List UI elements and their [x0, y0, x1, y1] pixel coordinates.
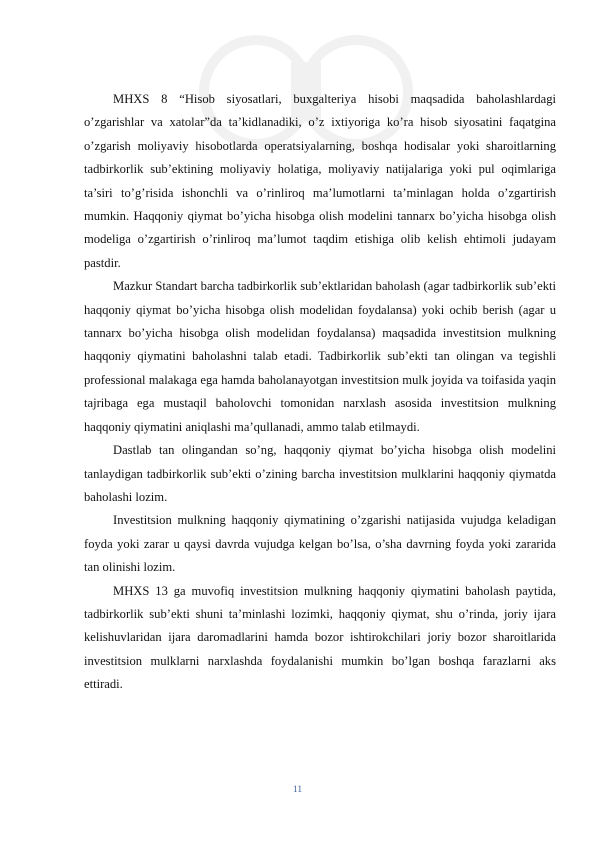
paragraph-mhxs13-fair-value: MHXS 13 ga muvofiq investitsion mulkning haqqoniy qiymatini baholash paytida, tadbirkorlik sub’ekti shuni ta’minlashi lozimki, haqqoniy qiymat, shu o’rinda, joriy ijara kelishuvlaridan ijara daromadlarini hamda bozor ishtirokchilari joriy bozor sharoitlarida investitsion mulklarni narxlashda foydalanishi mumkin bo’lgan boshqa farazlarni aks ettiradi. [84, 583, 556, 692]
paragraph-fair-value-model-measurement: Dastlab tan olingandan so’ng, haqqoniy qiymat bo’yicha hisobga olish modelini tanlaydigan tadbirkorlik sub’ekti o’zining barcha investitsion mulklarini haqqoniy qiymatda baholashi lozim. [84, 443, 556, 504]
page-number: 11 [292, 785, 303, 795]
paragraph-standard-valuation-requirement: Mazkur Standart barcha tadbirkorlik sub’ektlaridan baholash (agar tadbirkorlik sub’ekti haqqoniy qiymat bo’yicha hisobga olish modelidan foydalansa) yoki ochib berish (agar u tannarx bo’yicha hisobga olish modelidan foydalansa) maqsadida investitsion mulkning haqqoniy qiymatini baholashni talab etadi. Tadbirkorlik sub’ekti tan olingan va tegishli professional malakaga ega hamda baholanayotgan investitsion mulk joyida va toifasida yaqin tajribaga ega mustaqil baholovchi tomonidan narxlash asosida investitsion mulkning haqqoniy qiymatini aniqlashi ma’qullanadi, ammo talab etilmaydi. [84, 279, 556, 434]
paragraph-gain-loss-recognition: Investitsion mulkning haqqoniy qiymatining o’zgarishi natijasida vujudga keladigan foyda yoki zarar u qaysi davrda vujudga kelgan bo’lsa, o’sha davrning foyda yoki zararida tan olinishi lozim. [84, 513, 556, 575]
document-body [84, 88, 556, 697]
paragraph-mhxs8-policy-change: MHXS 8 “Hisob siyosatlari, buxgalteriya hisobi maqsadida baholashlardagi o’zgarishlar va xatolar”da ta’kidlanadiki, o’z ixtiyoriga ko’ra hisob siyosatini faqatgina o’zgarish moliyaviy hisobotlarda operatsiyalarning, boshqa hodisalar yoki sharoitlarning tadbirkorlik sub’ektining moliyaviy holatiga, moliyaviy natijalariga yoki pul oqimlariga ta’siri to’g’risida ishonchli va o’rinliroq ma’lumotlarni ta’minlagan holda o’zgartirish mumkin. Haqqoniy qiymat bo’yicha hisobga olish modelini tannarx bo’yicha hisobga olish modeliga o’zgartirish o’rinliroq ma’lumot taqdim etishiga olib kelish ehtimoli judayam pastdir. [84, 92, 556, 270]
